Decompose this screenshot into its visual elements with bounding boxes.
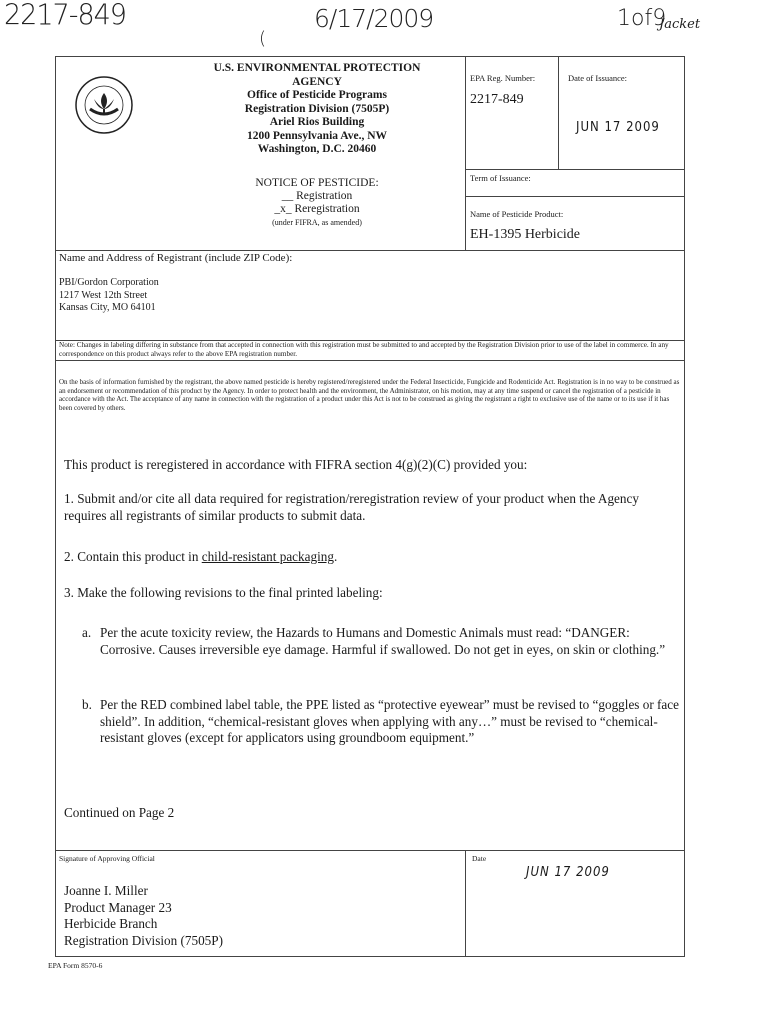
pesticide-notice-form [55, 56, 685, 957]
item-2-post: . [333, 549, 338, 564]
item-3a-text: Per the acute toxicity review, the Hazards to Humans and Domestic Animals must read: “DANGER: Corrosive. Causes irreversible eye damage. Harmful if swallowed. Do not get in eyes, on skin or clothing.” [100, 625, 666, 657]
term-label: Term of Issuance: [470, 173, 531, 183]
handwritten-jacket: Jacket [659, 17, 701, 32]
agency-line: Washington, D.C. 20460 [257, 143, 377, 155]
item-3b [82, 697, 682, 747]
agency-line: Registration Division (7505P) [244, 102, 390, 115]
date-label: Date [472, 854, 487, 863]
signature-block [64, 883, 223, 949]
item-3b-text: Per the RED combined label table, the PPE listed as “protective eyewear” must be revised to “goggles or face shield”. In addition, “chemical-resistant gloves when applying with any…” must be revised to “chemical-resistant gloves (except for applicators using groundboom equipment.” [100, 697, 679, 745]
handwritten-paren: ( [259, 28, 267, 49]
continued-text: Continued on Page 2 [64, 805, 175, 820]
item-1: 1. Submit and/or cite all data required for registration/reregistration review of your product when the Agency requires all registrants of similar products to submit data. [64, 491, 639, 523]
item-2-pre: 2. Contain this product in [64, 549, 202, 564]
signer-branch: Herbicide Branch [64, 916, 158, 931]
agency-line: AGENCY [292, 75, 342, 88]
registrant-company: PBI/Gordon Corporation [59, 277, 159, 288]
intro-text: This product is reregistered in accordance with FIFRA section 4(g)(2)(C) provided you: [64, 457, 528, 472]
agency-line: U.S. ENVIRONMENTAL PROTECTION [213, 62, 421, 74]
product-label: Name of Pesticide Product: [470, 209, 564, 219]
item-3: 3. Make the following revisions to the final printed labeling: [64, 585, 383, 600]
registrant-label: Name and Address of Registrant (include ZIP Code): [59, 252, 293, 264]
agency-line: Office of Pesticide Programs [247, 89, 387, 101]
agency-line: 1200 Pennsylvania Ave., NW [246, 129, 388, 142]
issuance-date-stamp: JUN 17 2009 [576, 120, 660, 135]
notice-reregistration: _x_ Reregistration [274, 203, 360, 215]
signer-division: Registration Division (7505P) [64, 932, 223, 948]
notice-registration: __ Registration [281, 190, 353, 202]
notice-title: NOTICE OF PESTICIDE: [255, 177, 379, 189]
note-text: Note: Changes in labeling differing in substance from that accepted in connection with this registration must be submitted to and accepted by the Registration Division prior to use of the label in commerce. In any correspondence on this product always refer to the above EPA registration number. [59, 341, 669, 358]
agency-heading [164, 62, 470, 157]
basis-text: On the basis of information furnished by the registrant, the above named pesticide is hereby registered/reregistered under the Federal Insecticide, Fungicide and Rodenticide Act. Registration is in no way to be construed as an endorsement or recommendation of this product by the Agency. In order to protect health and the environment, the Administrator, on his motion, may at any time suspend or cancel the registration of a pesticide in accordance with the Act. The acceptance of any name in connection with the registration of a product under this Act is not to be construed as giving the registrant a right to exclusive use of the name or to its use if it has been covered by others. [59, 378, 680, 412]
issuance-label: Date of Issuance: [568, 73, 628, 83]
signature-date-stamp: JUN 17 2009 [526, 865, 610, 880]
item-3a-label: a. [82, 625, 92, 640]
handwritten-date: 6/17/2009 [314, 4, 434, 33]
item-2 [64, 549, 674, 566]
registrant-city: Kansas City, MO 64101 [59, 302, 156, 313]
notice-under: (under FIFRA, as amended) [272, 218, 362, 227]
signer-name: Joanne I. Miller [64, 883, 148, 898]
handwritten-reg-number: 2217-849 [4, 0, 126, 32]
registrant-street: 1217 West 12th Street [59, 289, 148, 301]
product-name: EH-1395 Herbicide [470, 227, 581, 242]
signature-label: Signature of Approving Official [59, 854, 155, 863]
signer-title: Product Manager 23 [64, 899, 172, 915]
notice-type [164, 177, 470, 229]
item-2-link: child-resistant packaging [201, 549, 334, 564]
epa-seal-icon [74, 75, 134, 135]
item-3a [82, 625, 682, 658]
epa-reg-value: 2217-849 [470, 92, 524, 107]
item-3b-label: b. [82, 697, 92, 712]
handwritten-page-count: 1of9 [617, 6, 667, 31]
epa-reg-label: EPA Reg. Number: [470, 73, 536, 83]
agency-line: Ariel Rios Building [269, 116, 365, 128]
registrant-address [59, 277, 159, 315]
form-number: EPA Form 8570-6 [48, 961, 103, 970]
